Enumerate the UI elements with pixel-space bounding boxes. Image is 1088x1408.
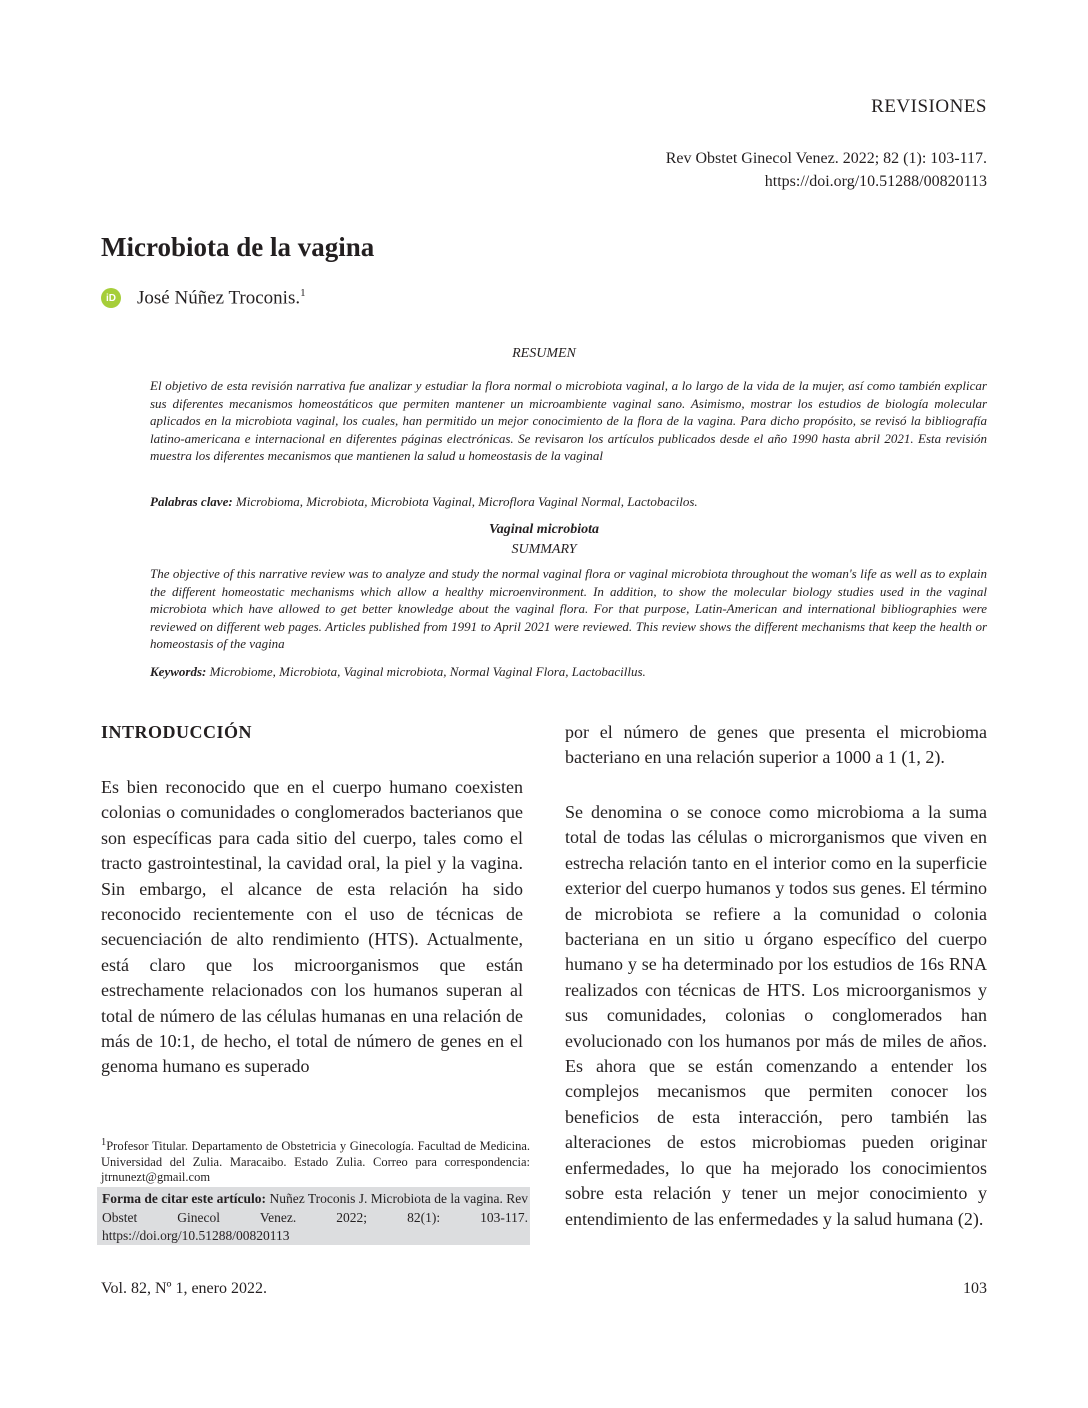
keywords-text: Microbioma, Microbiota, Microbiota Vaginal, Microflora Vaginal Normal, Lactobacilos.	[235, 494, 698, 509]
author-name-text: José Núñez Troconis.	[137, 287, 301, 309]
cite-as-text: Nuñez Troconis J. Microbiota de la vagina. Rev Obstet Ginecol Venez. 2022; 82(1): 103-117. https://doi.org/10.51288/00820113	[102, 1191, 528, 1243]
summary-keywords	[150, 664, 987, 680]
journal-citation	[487, 147, 987, 193]
article-title: Microbiota de la vagina	[101, 232, 375, 262]
author-row	[101, 287, 306, 309]
cite-as	[102, 1190, 528, 1246]
summary-heading: SUMMARY	[511, 542, 577, 557]
doi-link[interactable]: https://doi.org/10.51288/00820113	[764, 173, 987, 190]
resumen-heading: RESUMEN	[512, 346, 576, 361]
keywords-text: Microbiome, Microbiota, Vaginal microbiota, Normal Vaginal Flora, Lactobacillus.	[209, 664, 646, 679]
keywords-label: Keywords:	[150, 664, 207, 679]
resumen-text: El objetivo de esta revisión narrativa fue analizar y estudiar la flora normal o microbiota vaginal, a lo largo de la vida de la mujer, así como también explicar sus diferentes mecanismos homeostáticos que permiten mantener un microambiente vaginal sano. Asimismo, mostrar los estudios de biología molecular aplicados en la microbiota vaginal, los cuales, han permitido un mejor conocimiento de la flora de la vagina. Para dicho propósito, se revisó la bibliografía latino-americana e internacional en diferentes páginas electrónicas. Se revisaron los artículos publicados desde el año 1990 hasta abril 2021. Esta revisión muestra los diferentes mecanismos que mantienen la salud u homeostasis de la vaginal	[150, 378, 987, 463]
body-paragraph-right-1: por el número de genes que presenta el microbioma bacteriano en una relación superior a 1000 a 1 (1, 2).	[565, 722, 987, 768]
affiliation-mark: 1	[300, 287, 306, 299]
footnote-text: Profesor Titular. Departamento de Obstetricia y Ginecología. Facultad de Medicina. Universidad del Zulia. Maracaibo. Estado Zulia. Correo para correspondencia: jtrnunezt@gmail.com	[101, 1139, 530, 1185]
body-paragraph-left: Es bien reconocido que en el cuerpo humano coexisten colonias o comunidades o conglomerados bacterianos que son específicas para cada sitio del cuerpo, tales como el tracto gastrointestinal, la cavidad oral, la piel y la vagina. Sin embargo, el alcance de esta relación ha sido reconocido recientemente con el uso de técnicas de secuenciación de alto rendimiento (HTS). Actualmente, está claro que los microorganismos que están estrechamente relacionados con los humanos superan al total de número de las células humanas en una relación de más de 10:1, de hecho, el total de número de genes en el genoma humano es superado	[101, 777, 523, 1077]
page-number: 103	[963, 1280, 987, 1297]
section-label: REVISIONES	[871, 96, 987, 117]
intro-heading: INTRODUCCIÓN	[101, 722, 253, 742]
cite-as-label: Forma de citar este artículo:	[102, 1191, 267, 1206]
citation-line: Rev Obstet Ginecol Venez. 2022; 82 (1): 103-117.	[665, 150, 987, 167]
author-name	[137, 287, 306, 309]
english-title: Vaginal microbiota	[488, 522, 600, 537]
footnote	[101, 1135, 530, 1186]
resumen-keywords	[150, 494, 987, 510]
orcid-icon[interactable]: iD	[101, 288, 121, 308]
summary-text: The objective of this narrative review was to analyze and study the normal vaginal flora or vaginal microbiota throughout the woman's life as well as to explain the different homeostatic mechanisms which allow a healthy microenvironment. In addition, to show the molecular biology studies used in the vaginal microbiota which have allowed to get better knowledge about the vaginal flora. For that purpose, Latin-American and international bibliographies were reviewed on different web pages. Articles published from 1991 to April 2021 were reviewed. This review shows the different mechanisms that keep the health or homeostasis of the vagina	[150, 566, 987, 651]
keywords-label: Palabras clave:	[150, 494, 233, 509]
body-paragraph-right-2: Se denomina o se conoce como microbioma a la suma total de todas las células o microrganismos que viven en estrecha relación tanto en el interior como en la superficie exterior del cuerpo humanos y todos sus genes. El término de microbiota se refiere a la comunidad o colonia bacteriana en un sitio u órgano específico del cuerpo humano y se ha determinado por los estudios de 16s RNA realizados con técnicas de HTS. Los microorganismos y sus comunidades, colonias o conglomerados han evolucionado con los humanos por más de miles de años. Es ahora que se están comenzando a entender los complejos mecanismos que permiten conocer los beneficios de esta interacción, pero también las alteraciones de estos microbiomas pueden originar enfermedades, lo que ha mejorado los conocimientos sobre esta relación y tener un mejor conocimiento y entendimiento de las enfermedades y la salud humana (2).	[565, 802, 987, 1229]
issue-info: Vol. 82, Nº 1, enero 2022.	[101, 1280, 267, 1297]
footnote-mark: 1	[101, 1137, 107, 1148]
